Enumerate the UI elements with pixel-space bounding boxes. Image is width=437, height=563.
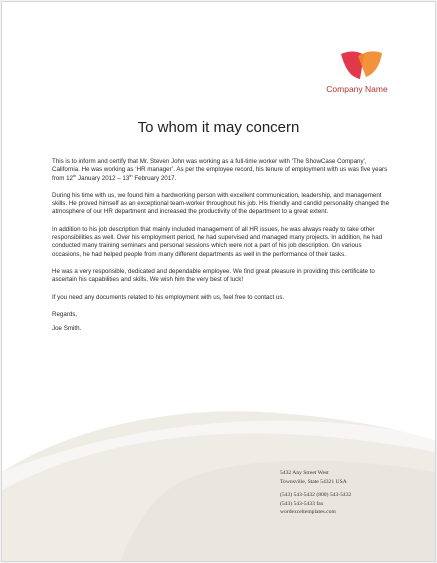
signature: Joe Smith. — [52, 325, 82, 333]
letter-body — [52, 158, 390, 342]
address-website[interactable]: wordexceltemplates.com — [280, 509, 336, 515]
paragraph-3: In addition to his job description that mainly included management of all HR issues, he was always ready to take other responsibilities as well. Over his employment period, he had supervised and managed many projects. In addition, he had conducted many training seminars and personal sessions which were not a part of his job description. On various occasions, he had helped people from many different departments as well in the performance of their tasks. — [52, 225, 383, 258]
address-city: Townsville, State 54321 USA — [280, 478, 347, 485]
paragraph-4: He was a very responsible, dedicated and dependable employee. We find great pleasure in providing this certificate to ascertain his capabilities and skills. We wish him the very best of luck! — [52, 267, 375, 284]
paragraph-1-text-c: February 2017. — [132, 174, 177, 182]
paragraph-1-text-a: This is to inform and certify that Mr. Steven John was working as a full-time worker with ‘The ShowCase Company’, California. He was working as ‘HR manager’. As per the employee record, his tenure of employment with us was five years from 12 — [52, 158, 388, 182]
ordinal-suffix-b: th — [129, 172, 133, 178]
address-fax: (543) 543-5433 fax — [280, 500, 324, 507]
address-phones: (543) 543-5432 (800) 543-5432 — [280, 492, 352, 498]
company-name: Company Name — [326, 84, 388, 94]
closing: Regards, — [52, 310, 78, 318]
address-street: 5432 Any Street West — [280, 470, 329, 476]
letter-page — [1, 1, 436, 562]
paragraph-2: During his time with us, we found him a hardworking person with excellent communication, leadership, and management skills. He proved himself as an exceptional team-worker throughout his job. His friendly and candid personality changed the atmosphere of our HR department and increased the productivity of the department to a great extent. — [52, 191, 390, 216]
paragraph-1-text-b: January 2012 – 13 — [76, 174, 130, 182]
paragraph-5: If you need any documents related to his employment with us, feel free to contact us. — [52, 293, 285, 301]
paragraph-1 — [52, 158, 390, 183]
company-address — [280, 469, 420, 517]
letter-title: To whom it may concern — [137, 119, 300, 136]
ordinal-suffix-a: th — [72, 172, 77, 178]
company-logo — [338, 46, 384, 82]
